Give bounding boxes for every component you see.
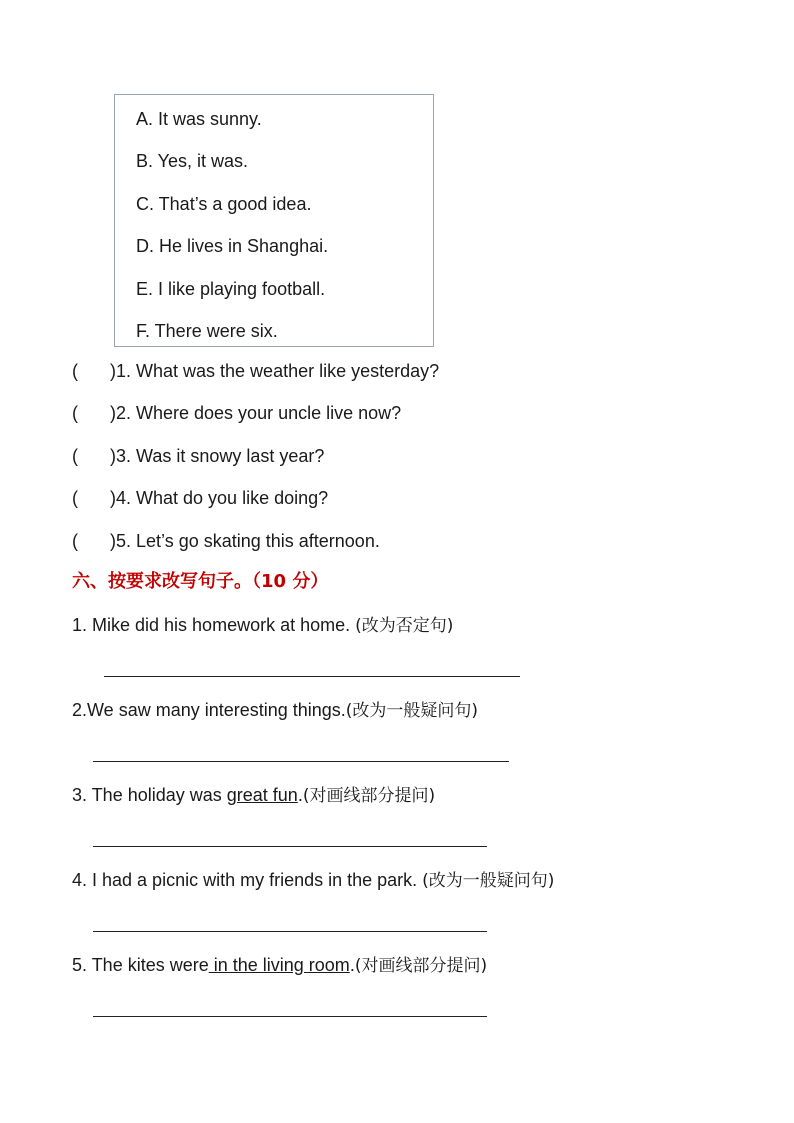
- option-a: A. It was sunny.: [136, 109, 262, 129]
- option-e: E. I like playing football.: [136, 279, 326, 299]
- task-sentence: 4. I had a picnic with my friends in the park.: [72, 870, 423, 890]
- answer-line-1[interactable]: [104, 676, 520, 677]
- question-text: )2. Where does your uncle live now?: [110, 403, 402, 423]
- answer-line-3[interactable]: [93, 846, 487, 847]
- answer-line-5[interactable]: [93, 1016, 487, 1017]
- task-instruction: (改为一般疑问句): [422, 871, 555, 891]
- rewrite-task-1: [72, 614, 453, 637]
- option-c: C. That’s a good idea.: [136, 194, 312, 214]
- rewrite-task-2: [72, 699, 478, 722]
- task-sentence: 1. Mike did his homework at home.: [72, 615, 356, 635]
- task-sentence: 2.We saw many interesting things.: [72, 700, 346, 720]
- question-text: )3. Was it snowy last year?: [110, 446, 325, 466]
- task-sentence-end: .: [349, 955, 355, 975]
- task-instruction: (改为一般疑问句): [345, 701, 479, 721]
- rewrite-task-3: [72, 784, 435, 807]
- rewrite-task-4: [72, 869, 554, 892]
- answer-blank[interactable]: (: [72, 446, 78, 466]
- option-b: B. Yes, it was.: [136, 151, 249, 171]
- rewrite-task-5: [72, 954, 487, 977]
- answer-line-4[interactable]: [93, 931, 487, 932]
- option-f: F. There were six.: [136, 321, 278, 341]
- task-instruction: (对画线部分提问): [302, 786, 436, 806]
- question-text: )5. Let’s go skating this afternoon.: [110, 531, 380, 551]
- answer-options-box: [114, 94, 434, 347]
- option-d: D. He lives in Shanghai.: [136, 236, 329, 256]
- answer-blank[interactable]: (: [72, 361, 78, 381]
- section-6-title: 六、按要求改写句子。（10 分）: [72, 571, 329, 592]
- task-sentence: 3. The holiday was: [72, 785, 227, 805]
- answer-blank[interactable]: (: [72, 531, 78, 551]
- task-sentence: 5. The kites were: [72, 955, 209, 975]
- task-sentence-end: .: [297, 785, 303, 805]
- task-instruction: (改为否定句): [355, 616, 454, 636]
- underlined-phrase: in the living room: [208, 955, 350, 975]
- answer-blank[interactable]: (: [72, 488, 78, 508]
- question-text: )4. What do you like doing?: [110, 488, 329, 508]
- task-instruction: (对画线部分提问): [354, 956, 488, 976]
- answer-blank[interactable]: (: [72, 403, 78, 423]
- answer-line-2[interactable]: [93, 761, 509, 762]
- question-text: )1. What was the weather like yesterday?: [110, 361, 440, 381]
- underlined-phrase: great fun: [226, 785, 298, 805]
